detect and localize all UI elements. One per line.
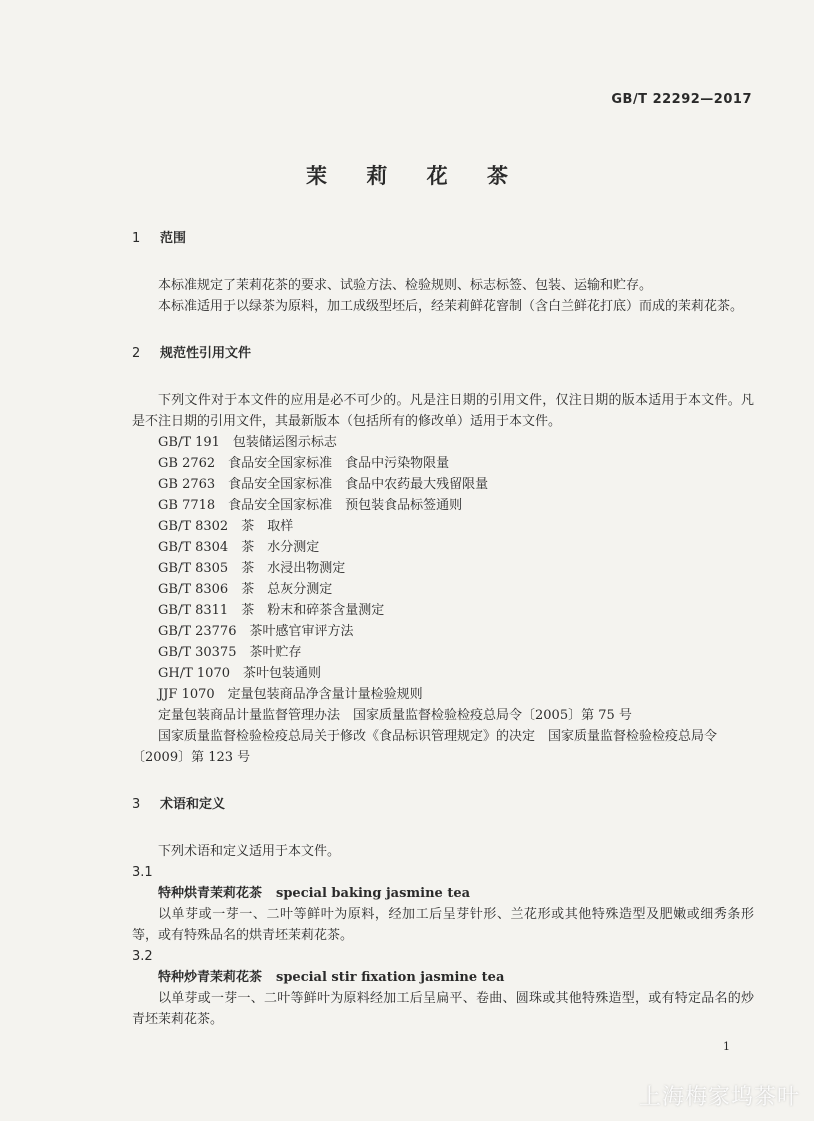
paragraph: 下列术语和定义适用于本文件。 <box>158 844 341 859</box>
term-chinese: 特种炒青茉莉花茶 <box>158 970 263 985</box>
reference-item: 国家质量监督检验检疫总局关于修改《食品标识管理规定》的决定 国家质量监督检验检疫总局令 <box>158 729 718 744</box>
section-number: 3 <box>132 797 141 812</box>
section-number: 2 <box>132 346 141 361</box>
section-heading-scope <box>132 228 754 249</box>
reference-item: GB/T 8306 茶 总灰分测定 <box>158 582 333 597</box>
reference-item: GH/T 1070 茶叶包装通则 <box>158 666 321 681</box>
paragraph: 下列文件对于本文件的应用是必不可少的。凡是注日期的引用文件，仅注日期的版本适用于本文件。凡是不注日期的引用文件，其最新版本（包括所有的修改单）适用于本文件。 <box>132 393 754 429</box>
reference-item: GB/T 8304 茶 水分测定 <box>158 540 320 555</box>
reference-item: 定量包装商品计量监督管理办法 国家质量监督检验检疫总局令〔2005〕第 75 号 <box>158 708 632 723</box>
reference-item: GB 7718 食品安全国家标准 预包装食品标签通则 <box>158 498 463 513</box>
reference-item: GB/T 23776 茶叶感官审评方法 <box>158 624 354 639</box>
paragraph: 本标准适用于以绿茶为原料，加工成级型坯后，经茉莉鲜花窨制（含白兰鲜花打底）而成的茉莉花茶。 <box>158 299 744 314</box>
watermark-text: 上海梅家坞茶叶 <box>638 1085 800 1110</box>
section-heading-terms <box>132 794 754 815</box>
section-title: 范围 <box>160 231 187 246</box>
reference-item: GB/T 191 包装储运图示标志 <box>158 435 337 450</box>
term-number: 3.2 <box>132 949 153 964</box>
reference-item: GB 2762 食品安全国家标准 食品中污染物限量 <box>158 456 450 471</box>
term-english: special stir fixation jasmine tea <box>276 970 505 985</box>
paragraph: 本标准规定了茉莉花茶的要求、试验方法、检验规则、标志标签、包装、运输和贮存。 <box>158 278 653 293</box>
document-title: 茉 莉 花 茶 <box>306 164 524 188</box>
reference-item: JJF 1070 定量包装商品净含量计量检验规则 <box>158 687 423 702</box>
term-heading <box>132 967 754 988</box>
term-number: 3.1 <box>132 865 153 880</box>
term-definition: 以单芽或一芽一、二叶等鲜叶为原料，经加工后呈芽针形、兰花形或其他特殊造型及肥嫩或细秀条形等，或有特殊品名的烘青坯茉莉花茶。 <box>132 907 754 943</box>
section-title: 规范性引用文件 <box>160 346 252 361</box>
reference-item: GB/T 8311 茶 粉末和碎茶含量测定 <box>158 603 385 618</box>
section-title: 术语和定义 <box>160 797 226 812</box>
reference-item: GB/T 30375 茶叶贮存 <box>158 645 302 660</box>
term-chinese: 特种烘青茉莉花茶 <box>158 886 263 901</box>
standard-number: GB/T 22292—2017 <box>611 92 752 107</box>
term-english: special baking jasmine tea <box>276 886 471 901</box>
reference-item: GB/T 8305 茶 水浸出物测定 <box>158 561 346 576</box>
reference-item: GB 2763 食品安全国家标准 食品中农药最大残留限量 <box>158 477 489 492</box>
document-body <box>132 228 754 1030</box>
reference-item: GB/T 8302 茶 取样 <box>158 519 294 534</box>
section-number: 1 <box>132 231 141 246</box>
section-heading-references <box>132 343 754 364</box>
term-heading <box>132 883 754 904</box>
term-definition: 以单芽或一芽一、二叶等鲜叶为原料经加工后呈扁平、卷曲、圆珠或其他特殊造型，或有特定品名的炒青坯茉莉花茶。 <box>132 991 754 1027</box>
reference-item-continuation: 〔2009〕第 123 号 <box>132 750 251 765</box>
page-number: 1 <box>723 1040 730 1053</box>
